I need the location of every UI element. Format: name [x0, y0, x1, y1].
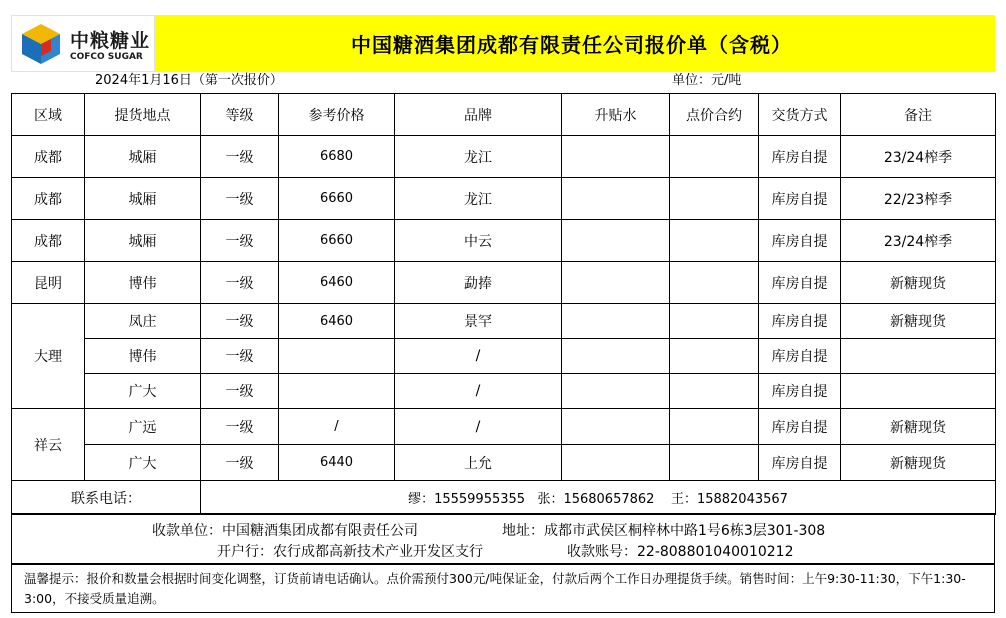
cell-note: 新糖现货: [841, 262, 996, 304]
cell-premium: [562, 304, 670, 339]
header-band: [11, 15, 995, 72]
contact-phones: 缪：15559955355 张：15680657862 王：15882043567: [201, 481, 996, 515]
cell-location: 博伟: [85, 262, 201, 304]
cell-region: 成都: [12, 178, 85, 220]
cell-note: [841, 374, 996, 409]
cell-brand: 中云: [395, 220, 562, 262]
cell-delivery: 库房自提: [759, 445, 841, 481]
cell-premium: [562, 262, 670, 304]
cell-premium: [562, 409, 670, 445]
column-header: 参考价格: [279, 94, 395, 136]
cell-note: 新糖现货: [841, 304, 996, 339]
cell-price: 6460: [279, 304, 395, 339]
table-row: [12, 136, 996, 178]
cell-contract: [670, 445, 759, 481]
contact-label: 联系电话：: [12, 481, 201, 515]
cell-delivery: 库房自提: [759, 409, 841, 445]
cell-note: 23/24榨季: [841, 220, 996, 262]
cell-location: 城厢: [85, 178, 201, 220]
column-header: 区域: [12, 94, 85, 136]
address: 地址：成都市武侯区桐梓林中路1号6栋3层301-308: [502, 523, 826, 539]
cell-location: 城厢: [85, 136, 201, 178]
cell-note: 新糖现货: [841, 409, 996, 445]
cell-region: 大理: [12, 304, 85, 409]
cell-region: 成都: [12, 136, 85, 178]
cell-price: 6660: [279, 220, 395, 262]
cell-contract: [670, 304, 759, 339]
cell-contract: [670, 374, 759, 409]
cell-price: 6660: [279, 178, 395, 220]
cell-delivery: 库房自提: [759, 262, 841, 304]
cell-premium: [562, 339, 670, 374]
cell-contract: [670, 262, 759, 304]
cell-location: 广大: [85, 445, 201, 481]
cell-brand: 龙江: [395, 178, 562, 220]
logo-text-cn: 中粮糖业: [70, 30, 151, 52]
cell-location: 凤庄: [85, 304, 201, 339]
tips-text: 温馨提示：报价和数量会根据时间变化调整，订货前请电话确认。点价需预付300元/吨保证金，付款后两个工作日办理提货手续。销售时间：上午9:30-11:30，下午1:30-3:00，不接受质量追溯。: [24, 571, 966, 606]
cell-price: 6680: [279, 136, 395, 178]
page-title: 中国糖酒集团成都有限责任公司报价单（含税）: [351, 33, 792, 57]
contact-row: [12, 481, 996, 515]
cell-price: 6460: [279, 262, 395, 304]
column-header: 交货方式: [759, 94, 841, 136]
cell-premium: [562, 374, 670, 409]
cell-premium: [562, 445, 670, 481]
cell-delivery: 库房自提: [759, 136, 841, 178]
cell-brand: /: [395, 374, 562, 409]
logo-text-en: COFCO SUGAR: [70, 52, 143, 62]
cell-contract: [670, 409, 759, 445]
cell-price: [279, 339, 395, 374]
table-row: [12, 445, 996, 481]
account-number: 收款账号：22-808801040010212: [567, 544, 794, 560]
quote-date: 2024年1月16日（第一次报价）: [95, 73, 283, 88]
table-row: [12, 304, 996, 339]
cell-premium: [562, 178, 670, 220]
cell-premium: [562, 220, 670, 262]
table-row: [12, 339, 996, 374]
cell-note: 22/23榨季: [841, 178, 996, 220]
cell-grade: 一级: [201, 178, 279, 220]
table-row: [12, 374, 996, 409]
column-header: 品牌: [395, 94, 562, 136]
cell-note: 新糖现货: [841, 445, 996, 481]
column-header: 提货地点: [85, 94, 201, 136]
cell-grade: 一级: [201, 445, 279, 481]
cell-location: 广大: [85, 374, 201, 409]
cell-brand: 景罕: [395, 304, 562, 339]
cell-grade: 一级: [201, 339, 279, 374]
cell-delivery: 库房自提: [759, 304, 841, 339]
cell-region: 祥云: [12, 409, 85, 481]
price-table: [11, 93, 996, 515]
cell-contract: [670, 178, 759, 220]
column-header: 等级: [201, 94, 279, 136]
cell-delivery: 库房自提: [759, 374, 841, 409]
cell-contract: [670, 220, 759, 262]
cell-brand: 勐捧: [395, 262, 562, 304]
cell-contract: [670, 339, 759, 374]
table-row: [12, 409, 996, 445]
cell-region: 成都: [12, 220, 85, 262]
cell-grade: 一级: [201, 136, 279, 178]
payee: 收款单位：中国糖酒集团成都有限责任公司: [152, 523, 418, 539]
cell-region: 昆明: [12, 262, 85, 304]
tips-box: [11, 563, 995, 613]
cell-location: 广远: [85, 409, 201, 445]
cofco-cube-icon: [18, 21, 64, 67]
table-header-row: [12, 94, 996, 136]
price-unit: 单位：元/吨: [672, 73, 742, 88]
bank-info-box: [11, 513, 995, 565]
column-header: 升贴水: [562, 94, 670, 136]
cell-grade: 一级: [201, 304, 279, 339]
cell-price: [279, 374, 395, 409]
column-header: 备注: [841, 94, 996, 136]
cell-contract: [670, 136, 759, 178]
bank-name: 开户行：农行成都高新技术产业开发区支行: [217, 544, 483, 560]
column-header: 点价合约: [670, 94, 759, 136]
cell-grade: 一级: [201, 409, 279, 445]
company-logo: [11, 15, 155, 72]
cell-location: 博伟: [85, 339, 201, 374]
cell-delivery: 库房自提: [759, 220, 841, 262]
table-row: [12, 262, 996, 304]
cell-grade: 一级: [201, 220, 279, 262]
cell-brand: /: [395, 339, 562, 374]
cell-brand: 龙江: [395, 136, 562, 178]
cell-delivery: 库房自提: [759, 339, 841, 374]
table-row: [12, 178, 996, 220]
cell-price: 6440: [279, 445, 395, 481]
cell-price: /: [279, 409, 395, 445]
cell-grade: 一级: [201, 262, 279, 304]
cell-brand: /: [395, 409, 562, 445]
cell-premium: [562, 136, 670, 178]
cell-delivery: 库房自提: [759, 178, 841, 220]
table-row: [12, 220, 996, 262]
cell-note: [841, 339, 996, 374]
cell-brand: 上允: [395, 445, 562, 481]
cell-grade: 一级: [201, 374, 279, 409]
cell-note: 23/24榨季: [841, 136, 996, 178]
cell-location: 城厢: [85, 220, 201, 262]
